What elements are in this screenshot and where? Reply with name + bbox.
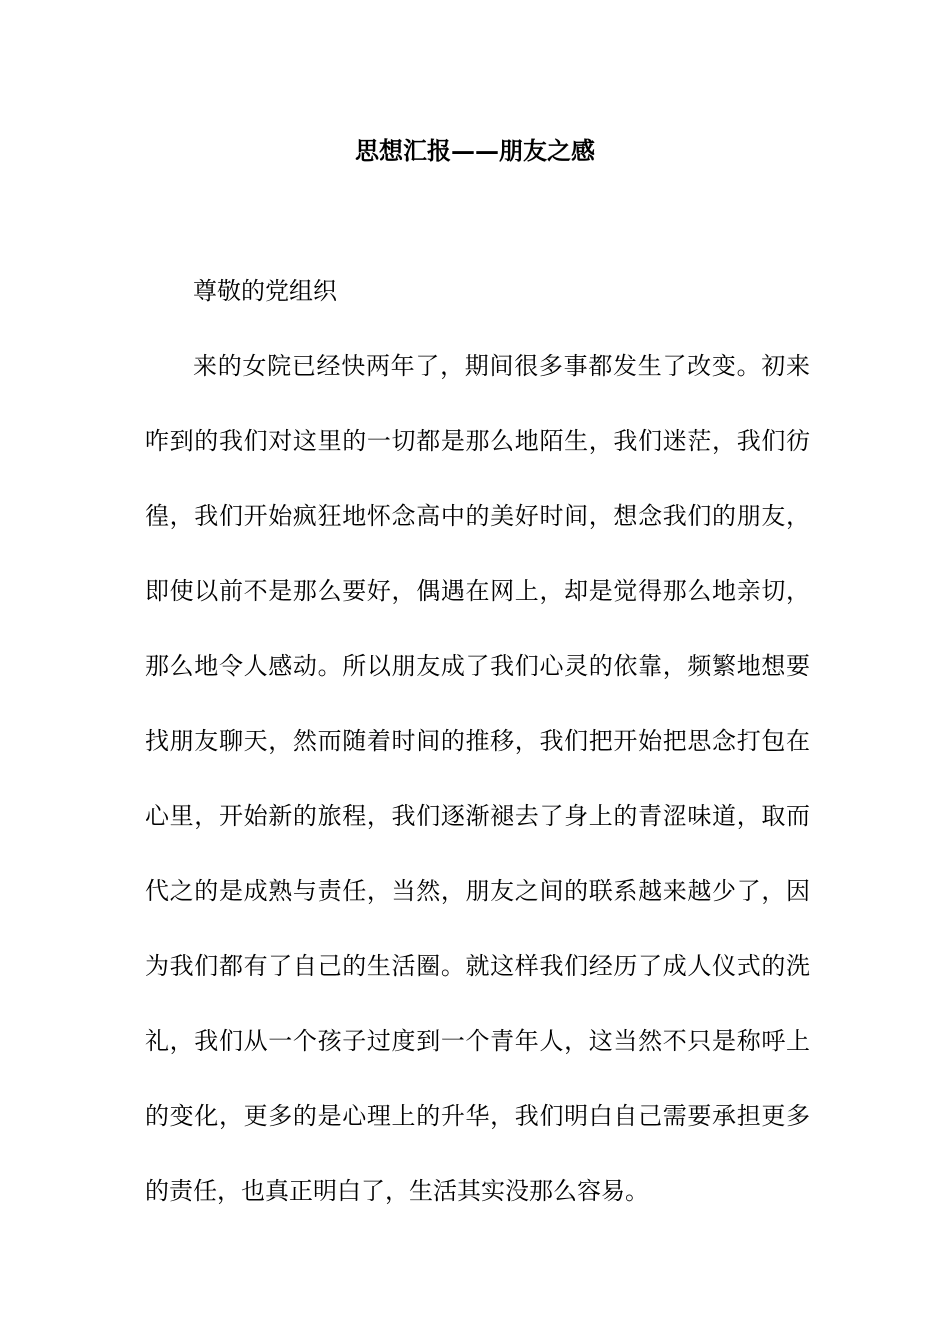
salutation: 尊敬的党组织 (193, 277, 337, 305)
document-body (145, 254, 810, 1229)
document-title: 思想汇报——朋友之感 (355, 136, 595, 165)
body-paragraph: 来的女院已经快两年了，期间很多事都发生了改变。初来咋到的我们对这里的一切都是那么地陌生，我们迷茫，我们彷徨，我们开始疯狂地怀念高中的美好时间，想念我们的朋友，即使以前不是那么要好，偶遇在网上，却是觉得那么地亲切，那么地令人感动。所以朋友成了我们心灵的依靠，频繁地想要找朋友聊天，然而随着时间的推移，我们把开始把思念打包在心里，开始新的旅程，我们逐渐褪去了身上的青涩味道，取而代之的是成熟与责任，当然，朋友之间的联系越来越少了，因为我们都有了自己的生活圈。就这样我们经历了成人仪式的洗礼，我们从一个孩子过度到一个青年人，这当然不只是称呼上的变化，更多的是心理上的升华，我们明白自己需要承担更多的责任，也真正明白了，生活其实没那么容易。 (145, 352, 810, 1205)
